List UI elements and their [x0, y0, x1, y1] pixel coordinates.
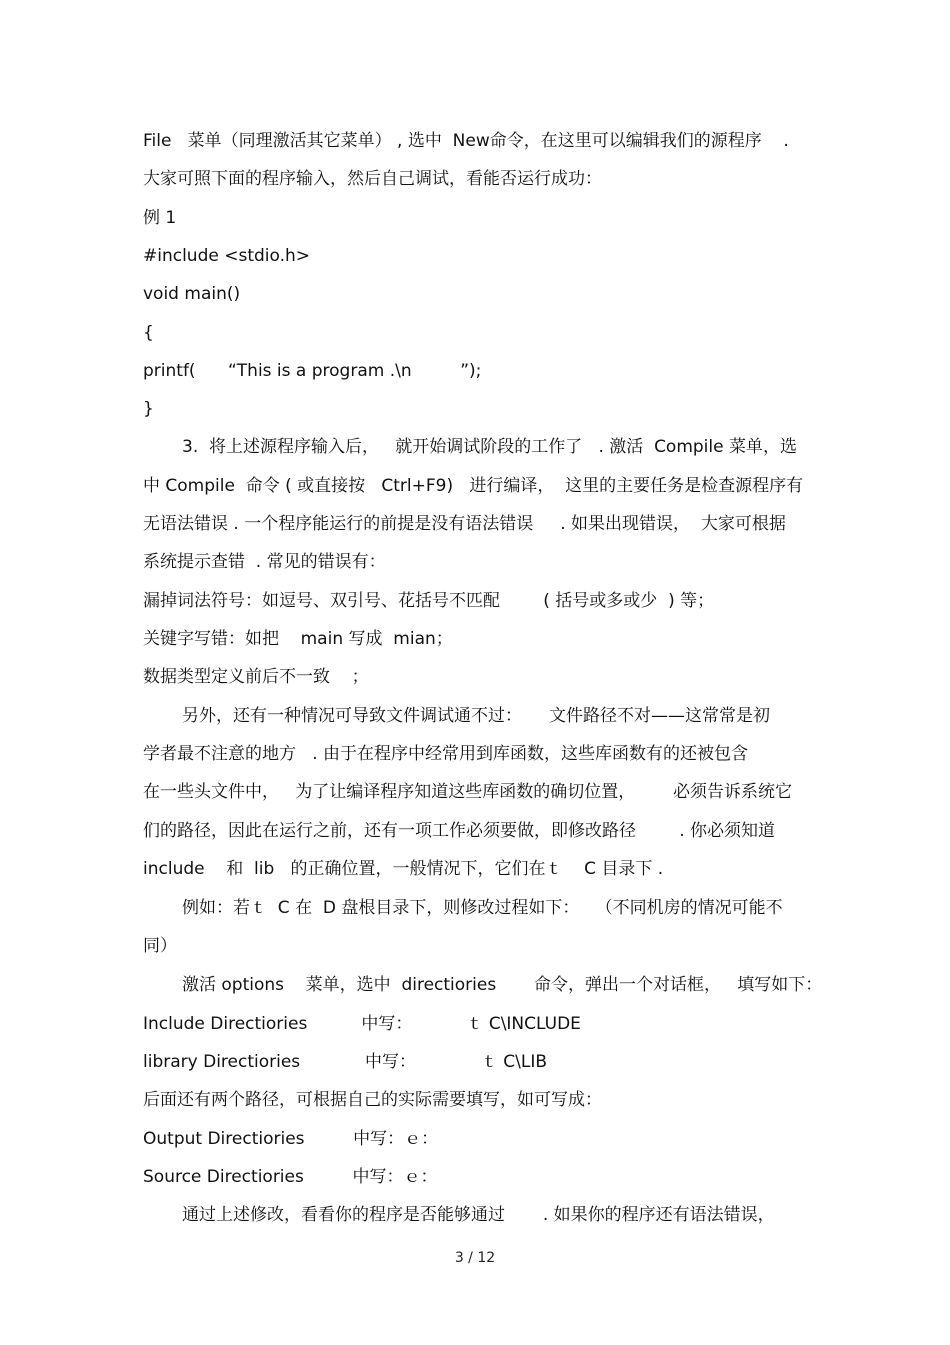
code-line: #include <stdio.h> — [143, 246, 311, 266]
paragraph-line: 后面还有两个路径，可根据自己的实际需要填写，如可写成： — [143, 1090, 602, 1110]
code-line: { — [143, 323, 154, 343]
paragraph-line: 中 Compile 命令 ( 或直接按 Ctrl+F9) 进行编译， 这里的主要任务是检查源程序有 — [143, 476, 804, 496]
code-line: } — [143, 399, 154, 419]
setting-line: Source Directiories 中写：ｅ： — [143, 1167, 438, 1187]
paragraph-line: 无语法错误 . 一个程序能运行的前提是没有语法错误 . 如果出现错误， 大家可根据 — [143, 514, 786, 534]
paragraph-line: 通过上述修改，看看你的程序是否能够通过 . 如果你的程序还有语法错误， — [182, 1205, 775, 1225]
paragraph-line: 例如：若ｔ C 在 D 盘根目录下，则修改过程如下： （不同机房的情况可能不 — [182, 898, 783, 918]
code-line: void main() — [143, 284, 241, 304]
example-label: 例 1 — [143, 208, 177, 228]
paragraph-line: 另外，还有一种情况可导致文件调试通不过： 文件路径不对——这常常是初 — [182, 706, 771, 726]
setting-line: Output Directiories 中写：ｅ： — [143, 1129, 439, 1149]
page-number: 3 / 12 — [454, 1250, 496, 1266]
paragraph-line: 同） — [143, 936, 177, 956]
list-item: 数据类型定义前后不一致 ； — [143, 667, 369, 687]
paragraph-line: 们的路径，因此在运行之前，还有一项工作必须要做，即修改路径 . 你必须知道 — [143, 821, 776, 841]
list-item: 漏掉词法符号：如逗号、双引号、花括号不匹配 ( 括号或多或少 ) 等； — [143, 591, 715, 611]
paragraph-line: 激活 options 菜单，选中 directiories 命令，弹出一个对话框， 填写如下： — [182, 975, 823, 995]
list-item: 关键字写错：如把 main 写成 mian； — [143, 629, 453, 649]
text-line: File 菜单（同理激活其它菜单） , 选中 New命令，在这里可以编辑我们的源程序 . — [143, 131, 789, 151]
setting-line: library Directiories 中写： ｔ C\LIB — [143, 1052, 547, 1072]
paragraph-line: 在一些头文件中， 为了让编译程序知道这些库函数的确切位置， 必须告诉系统它 — [143, 782, 793, 802]
paragraph-line: include 和 lib 的正确位置，一般情况下，它们在ｔ C 目录下 . — [143, 859, 664, 879]
paragraph-line: 3. 将上述源程序输入后， 就开始调试阶段的工作了 . 激活 Compile 菜单，选 — [182, 437, 797, 457]
code-line: printf( “This is a program .\n ”); — [143, 361, 482, 381]
setting-line: Include Directiories 中写： ｔ C\INCLUDE — [143, 1014, 581, 1034]
paragraph-line: 学者最不注意的地方 . 由于在程序中经常用到库函数，这些库函数有的还被包含 — [143, 744, 749, 764]
text-line: 大家可照下面的程序输入，然后自己调试，看能否运行成功： — [143, 169, 602, 189]
paragraph-line: 系统提示查错 . 常见的错误有： — [143, 552, 386, 572]
